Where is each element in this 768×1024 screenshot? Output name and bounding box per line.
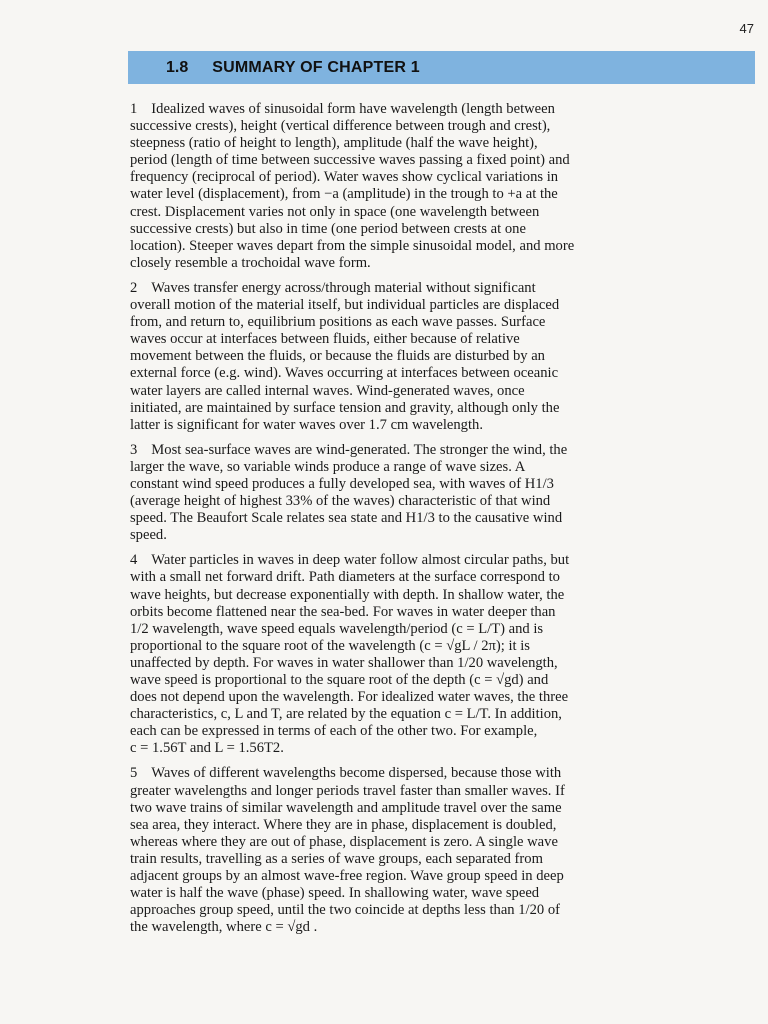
summary-paragraph-3 [130,442,754,545]
paragraph-line: unaffected by depth. For waves in water shallower than 1/20 wavelength, [130,654,558,671]
summary-paragraph-5 [130,765,754,936]
paragraph-line: period (length of time between successive waves passing a fixed point) and [130,152,570,169]
paragraph-line: external force (e.g. wind). Waves occurring at interfaces between oceanic [130,365,559,382]
paragraph-line: each can be expressed in terms of each of the other two. For example, [130,723,538,740]
paragraph-line: successive crests) but also in time (one period between crests at one [130,220,526,237]
paragraph-line: crest. Displacement varies not only in space (one wavelength between [130,203,540,220]
section-number: 1.8 [166,58,189,76]
paragraph-number: 5 [130,765,138,782]
section-header [128,51,755,84]
paragraph-line: closely resemble a trochoidal wave form. [130,254,371,271]
paragraph-line: initiated, are maintained by surface tension and gravity, although only the [130,399,560,416]
paragraph-line: location). Steeper waves depart from the simple sinusoidal model, and more [130,237,575,254]
paragraph-line: frequency (reciprocal of period). Water waves show cyclical variations in [130,169,559,186]
paragraph-line: 2 Waves transfer energy across/through material without significant [130,279,536,296]
summary-paragraph-4 [130,552,754,757]
paragraph-line: train results, travelling as a series of wave groups, each separated from [130,850,543,867]
paragraph-line: with a small net forward drift. Path diameters at the surface correspond to [130,569,560,586]
paragraph-line: sea area, they interact. Where they are in phase, displacement is doubled, [130,816,557,833]
paragraph-line: water layers are called internal waves. Wind-generated waves, once [130,382,525,399]
paragraph-line: c = 1.56T and L = 1.56T2. [130,740,284,757]
summary-content [130,101,754,944]
paragraph-line: constant wind speed produces a fully developed sea, with waves of H1/3 [130,475,554,492]
paragraph-number: 2 [130,279,138,296]
paragraph-number: 3 [130,441,138,458]
paragraph-number: 4 [130,552,138,569]
page-number: 47 [739,21,754,36]
paragraph-line: latter is significant for water waves over 1.7 cm wavelength. [130,416,483,433]
paragraph-line: wave heights, but decrease exponentially with depth. In shallow water, the [130,586,565,603]
paragraph-line: movement between the fluids, or because the fluids are disturbed by an [130,348,545,365]
paragraph-line: (average height of highest 33% of the waves) characteristic of that wind [130,493,551,510]
paragraph-line: does not depend upon the wavelength. For idealized water waves, the three [130,689,569,706]
paragraph-line: wave speed is proportional to the square root of the depth (c = √gd) and [130,672,549,688]
paragraph-line: greater wavelengths and longer periods travel faster than smaller waves. If [130,782,565,799]
paragraph-line: the wavelength, where c = √gd . [130,919,318,936]
paragraph-line: waves occur at interfaces between fluids, either because of relative [130,331,520,348]
paragraph-line: speed. [130,527,167,544]
paragraph-line: larger the wave, so variable winds produce a range of wave sizes. A [130,458,526,475]
paragraph-line: whereas where they are out of phase, displacement is zero. A single wave [130,833,558,850]
paragraph-number: 1 [130,101,138,117]
paragraph-line: speed. The Beaufort Scale relates sea state and H1/3 to the causative wind [130,510,563,527]
paragraph-line: from, and return to, equilibrium positions as each wave passes. Surface [130,314,546,331]
paragraph-line: 1 Idealized waves of sinusoidal form have wavelength (length between [130,101,555,117]
summary-paragraph-1 [130,101,754,272]
section-title: SUMMARY OF CHAPTER 1 [212,58,420,76]
paragraph-line: overall motion of the material itself, but individual particles are displaced [130,297,560,314]
paragraph-line: 5 Waves of different wavelengths become dispersed, because those with [130,765,562,782]
paragraph-line: water level (displacement), from −a (amplitude) in the trough to +a at the [130,186,558,203]
paragraph-line: approaches group speed, until the two coincide at depths less than 1/20 of [130,902,561,919]
paragraph-line: successive crests), height (vertical difference between trough and crest), [130,118,551,135]
paragraph-line: characteristics, c, L and T, are related by the equation c = L/T. In addition, [130,706,562,723]
paragraph-line: adjacent groups by an almost wave-free region. Wave group speed in deep [130,868,564,885]
paragraph-line: 4 Water particles in waves in deep water follow almost circular paths, but [130,552,570,569]
paragraph-line: proportional to the square root of the wavelength (c = √gL / 2π); it is [130,637,530,654]
summary-paragraph-2 [130,280,754,434]
paragraph-line: orbits become flattened near the sea-bed. For waves in water deeper than [130,603,556,620]
paragraph-line: 1/2 wavelength, wave speed equals wavelength/period (c = L/T) and is [130,620,544,637]
paragraph-line: water is half the wave (phase) speed. In shallowing water, wave speed [130,885,540,902]
paragraph-line: two wave trains of similar wavelength and amplitude travel over the same [130,799,562,816]
paragraph-line: 3 Most sea-surface waves are wind-generated. The stronger the wind, the [130,441,568,458]
paragraph-line: steepness (ratio of height to length), amplitude (half the wave height), [130,135,538,152]
